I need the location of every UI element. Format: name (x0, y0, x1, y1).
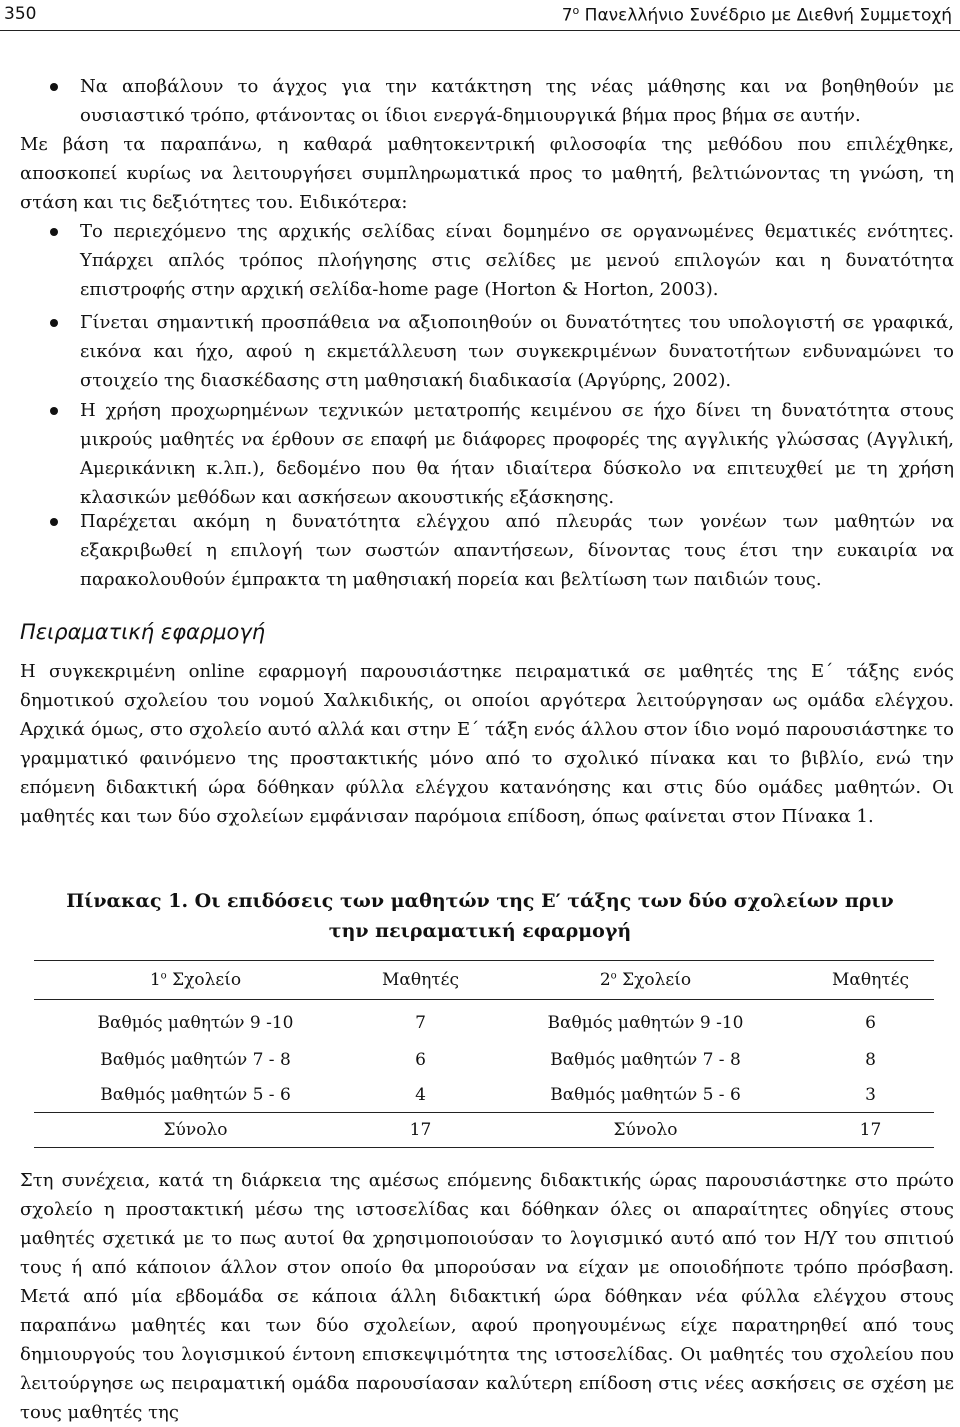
bullet-item: Να αποβάλουν το άγχος για την κατάκτηση της νέας μάθησης και να βοηθηθούν με ουσιαστικό τρόπο, φτάνοντας οι ίδιοι ενεργά-δημιουργικά βήμα προς βήμα σε αυτήν. (80, 72, 954, 130)
header-students-2: Μαθητές (831, 970, 910, 990)
table-cell: Σύνολο (613, 1120, 678, 1140)
table-cell: 3 (865, 1084, 876, 1105)
bullet-item: Η χρήση προχωρημένων τεχνικών μετατροπής κειμένου σε ήχο δίνει τη δυνατότητα στους μικρούς μαθητές να έρθουν σε επαφή με διάφορες προφορές της αγγλικής γλώσσας (Αγγλική, Αμερικάνικη κ.λπ.), δεδομένο που θα ήταν ιδιαίτερα δύσκολο να επιτευχθεί με τη χρήση κλασικών μεθόδων και ασκήσεων ακουστικής εξάσκησης. (80, 396, 954, 512)
final-paragraph: Στη συνέχεια, κατά τη διάρκεια της αμέσως επόμενης διδακτικής ώρας παρουσιάστηκε στο πρώτο σχολείο η προστακτική μέσω της ιστοσελίδας και δόθηκαν όλες οι απαραίτητες οδηγίες στους μαθητές σχετικά με το πως αυτοί θα χρησιμοποιούσαν το λογισμικό αυτό από τον Η/Υ του σπιτιού τους ή από κάποιον άλλον στον οποίο θα μπορούσαν να είχαν με οποιοδήποτε τρόπο πρόσβαση. Μετά από μία εβδομάδα σε κάποια άλλη διδακτική ώρα δόθηκαν νέα φύλλα ελέγχου στους παραπάνω μαθητές και των δύο σχολείων, αφού προηγουμένως είχε παρατηρηθεί από τους δημιουργούς του λογισμικού έντονη επισκεψιμότητα της ιστοσελίδας. Οι μαθητές του σχολείου που λειτούργησε ως πειραματική ομάδα παρουσίασαν καλύτερη επίδοση στις νέες ασκήσεις σε σχέση με τους μαθητές της (20, 1170, 954, 1423)
table-caption-label: Πίνακας 1. (66, 890, 189, 912)
results-table (34, 960, 934, 1148)
header-students-1: Μαθητές (381, 970, 460, 990)
table-row (34, 1077, 934, 1113)
section-paragraph: Η συγκεκριμένη online εφαρμογή παρουσιάστηκε πειραματικά σε μαθητές της Ε΄ τάξης ενός δημοτικού σχολείου του νομού Χαλκιδικής, οι οποίοι αργότερα λειτούργησαν ως ομάδα ελέγχου. Αρχικά όμως, στο σχολείο αυτό αλλά και στην Ε΄ τάξη ενός άλλου στον ίδιο νομό παρουσιάστηκε το γραμματικό φαινόμενο της προστακτικής μόνο από το σχολικό πίνακα και το βιβλίο, ενώ την επόμενη διδακτική ώρα δόθηκαν φύλλα ελέγχου κατανόησης και στις δύο ομάδες μαθητών. Οι μαθητές και των δύο σχολείων εμφάνισαν παρόμοια επίδοση, όπως φαίνεται στον Πίνακα 1. (20, 661, 954, 827)
table-total-row (34, 1113, 934, 1148)
table-cell: Βαθμός μαθητών 7 - 8 (550, 1049, 741, 1070)
table-cell: Βαθμός μαθητών 9 -10 (97, 1013, 294, 1033)
header-school-1: $1^o$ Σχολείο (149, 970, 242, 990)
table-caption (60, 886, 900, 946)
bullet-item: Γίνεται σημαντική προσπάθεια να αξιοποιηθούν οι δυνατότητες του υπολογιστή σε γραφικά, εικόνα και ήχο, αφού η εκμετάλλευση των συγκεκριμένων δυνατοτήτων ενδυναμώνει το στοιχείο της διασκέδασης στη μαθησιακή διαδικασία (Αργύρης, 2002). (80, 308, 954, 395)
table-cell: 7 (415, 1013, 426, 1033)
table-cell: Σύνολο (163, 1120, 228, 1140)
running-header (0, 0, 960, 31)
intro-paragraph: Με βάση τα παραπάνω, η καθαρά μαθητοκεντρική φιλοσοφία της μεθόδου που επιλέχθηκε, αποσκοπεί κυρίως να λειτουργήσει συμπληρωματικά προς το μαθητή, βελτιώνοντας τη γνώση, τη στάση και τις δεξιότητες του. Ειδικότερα: (20, 134, 954, 213)
table-caption-text: Οι επιδόσεις των μαθητών της Ε′ τάξης των δύο σχολείων πριν την πειραματική εφαρμογή (188, 890, 894, 942)
table-cell: 8 (865, 1049, 876, 1070)
table-cell: Βαθμός μαθητών 9 -10 (547, 1013, 744, 1033)
table-row (34, 1000, 934, 1043)
conference-title: $7^o$ Πανελλήνιο Συνέδριο με Διεθνή Συμμετοχή (561, 4, 952, 26)
bullet-item: Το περιεχόμενο της αρχικής σελίδας είναι δομημένο σε οργανωμένες θεματικές ενότητες. Υπάρχει απλός τρόπος πλοήγησης στις σελίδες με μενού επιλογών και η δυνατότητα επιστροφής στην αρχική σελίδα-home page (Horton & Horton, 2003). (80, 217, 954, 304)
table-cell: 4 (415, 1084, 426, 1105)
page-number: 350 (4, 4, 37, 24)
table-cell: 6 (865, 1013, 876, 1033)
header-school-2: $2^o$ Σχολείο (599, 970, 692, 990)
section-heading: Πειραματική εφαρμογή (20, 620, 266, 644)
table-cell: 17 (409, 1120, 432, 1140)
table-cell: Βαθμός μαθητών 5 - 6 (550, 1084, 741, 1105)
table-header-row (34, 961, 934, 1000)
table-row (34, 1042, 934, 1077)
bullet-item: Παρέχεται ακόμη η δυνατότητα ελέγχου από πλευράς των γονέων των μαθητών να εξακριβωθεί η επιλογή των σωστών απαντήσεων, δίνοντας τους έτσι την ευκαιρία να παρακολουθούν έμπρακτα τη μαθησιακή πορεία και βελτίωση των παιδιών τους. (80, 507, 954, 594)
table-cell: Βαθμός μαθητών 5 - 6 (100, 1084, 291, 1105)
table-cell: 6 (415, 1049, 426, 1070)
table-cell: 17 (859, 1120, 882, 1140)
table-cell: Βαθμός μαθητών 7 - 8 (100, 1049, 291, 1070)
